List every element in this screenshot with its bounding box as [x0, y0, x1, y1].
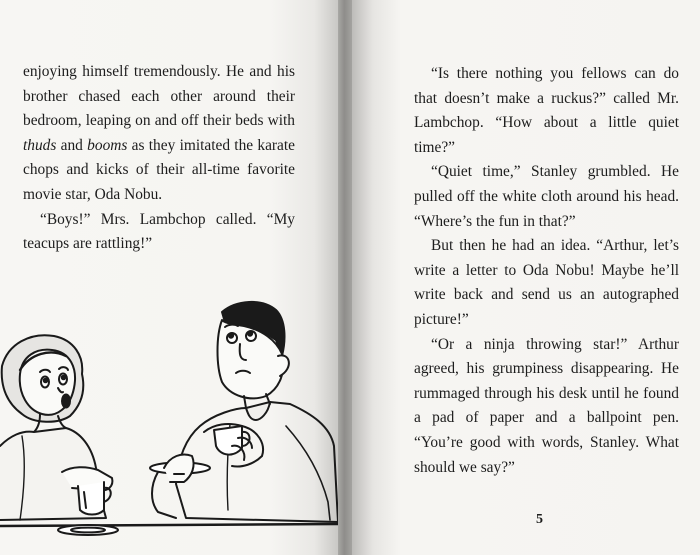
text-segment-italic: thuds: [23, 136, 57, 154]
teacup-in-hand: [214, 426, 242, 455]
lambchop-family-illustration: [0, 296, 338, 555]
left-page: [0, 0, 338, 555]
text-segment: “Quiet time,” Stanley grumbled. He pulled off the white cloth around his head. “Where’s the fun in that?”: [414, 163, 679, 230]
book-gutter: [338, 0, 352, 555]
right-paragraph-4: [414, 333, 679, 481]
mr-lambchop-figure: [150, 302, 338, 522]
text-segment: as they imitated the karate chops and kicks of their all-time favorite movie star, Oda Nobu.: [23, 136, 295, 203]
text-segment: But then he had an idea. “Arthur, let’s write a letter to Oda Nobu! Maybe he’ll write back and send us an autographed picture!”: [414, 237, 679, 328]
text-segment-italic: booms: [87, 136, 128, 154]
right-paragraph-1: [414, 62, 679, 160]
page-number: 5: [536, 512, 543, 527]
text-segment: “Or a ninja throwing star!” Arthur agreed, his grumpiness disappearing. He rummaged through his desk until he found a pad of paper and a ballpoint pen. “You’re good with words, Stanley. What should we say?”: [414, 335, 679, 476]
left-paragraph-2: [23, 208, 295, 257]
left-page-text: [23, 60, 295, 257]
text-segment: “Boys!” Mrs. Lambchop called. “My teacups are rattling!”: [23, 210, 295, 253]
text-segment: and: [56, 136, 88, 154]
text-segment: “Is there nothing you fellows can do that doesn’t make a ruckus?” called Mr. Lambchop. “How about a little quiet time?”: [414, 65, 679, 156]
right-page: [352, 0, 700, 555]
right-page-text: [414, 62, 679, 480]
right-paragraph-3: [414, 234, 679, 332]
left-paragraph-1: [23, 60, 295, 208]
right-paragraph-2: [414, 160, 679, 234]
saucer-on-table: [58, 525, 118, 535]
table-edge: [0, 524, 338, 526]
mrs-lambchop-figure: [0, 335, 112, 520]
text-segment: enjoying himself tremendously. He and his brother chased each other around their bedroom, leaping on and off their beds with: [23, 63, 295, 130]
